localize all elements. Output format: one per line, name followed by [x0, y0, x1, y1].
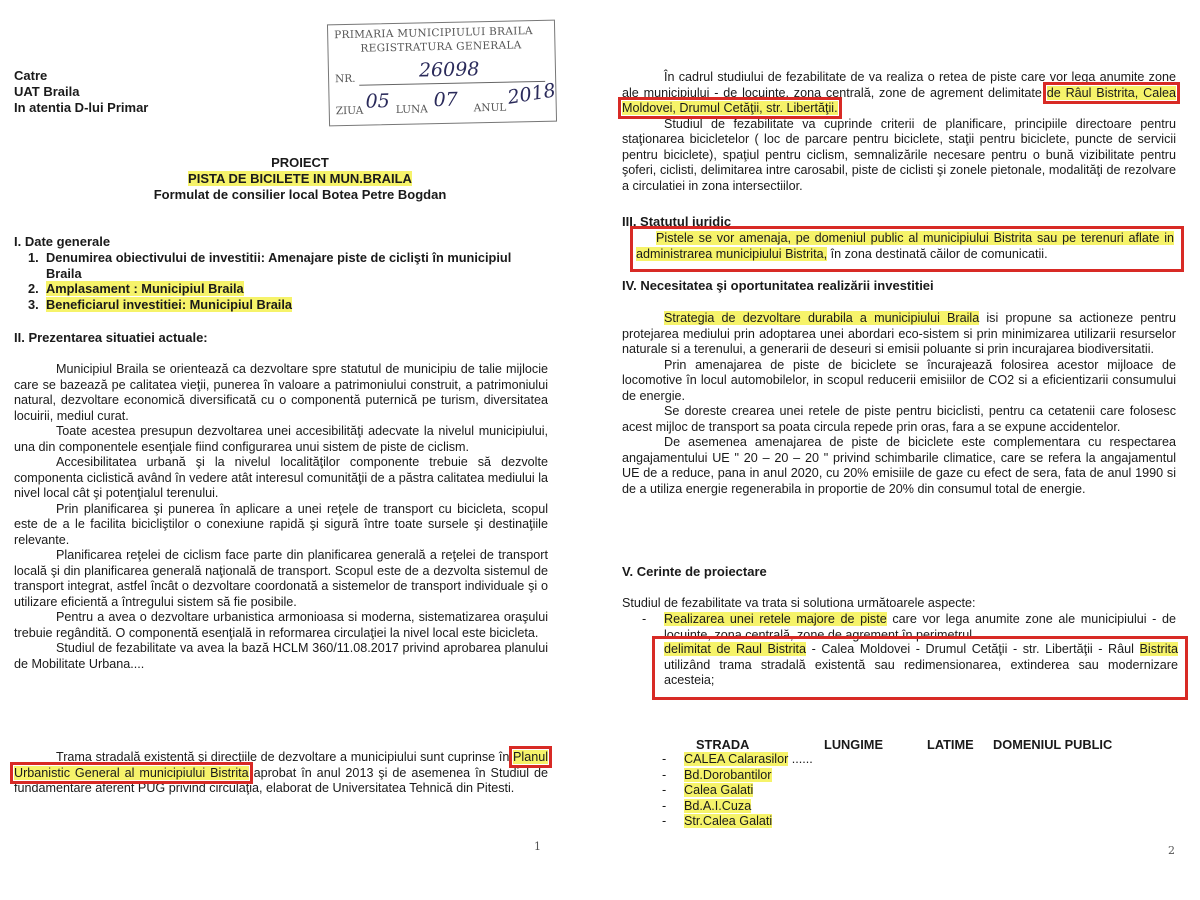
stamp-luna-value: 07	[433, 88, 458, 112]
paragraph: Pistele se vor amenaja, pe domeniul public al municipiului Bistrita sau pe terenuri aflate in administrarea municipiului Bistrita, în zona destinată căilor de comunicatii.	[636, 231, 1174, 261]
addressee-line: Catre	[14, 68, 48, 83]
title-block	[0, 155, 600, 203]
body-text	[14, 362, 548, 672]
table-header-latime: LATIME	[927, 737, 974, 752]
paragraph: Se doreste crearea unei retele de piste pentru biciclisti, pentru ca cetatenii care folosesc acest mijloc de transport sa poata circula repede prin oras, fara a se expune accidentelor.	[622, 404, 1176, 434]
list-item: - Calea Galati	[662, 783, 754, 797]
doc-author: Formulat de consilier local Botea Petre Bogdan	[153, 187, 447, 202]
paragraph: Studiul de fezabilitate va cuprinde criterii de planificare, principiile directoare pentru staţionarea bicicletelor ( loc de parcare pentru biciclete, staţii pentru biciclete, puncte de servicii pentru biciclete), spaţiul pentru ciclism, semnalizările necesare pentru o bună vizibilitate pentru şoferi, ciclisti, delimitarea intre carosabil, piste de ciclisti şi zonele pietonale, modalităţi de rezolvare a circulatiei in zona intersectiilor.	[622, 116, 1176, 193]
body-text	[622, 70, 1176, 194]
registry-stamp	[327, 20, 557, 127]
list-item: - Str.Calea Galati	[662, 814, 773, 828]
highlight-pug: Planul Urbanistic General al municipiului Bistrita	[14, 750, 549, 780]
s5-list	[640, 612, 1176, 643]
paragraph: Prin amenajarea de piste de biciclete se încurajează folosirea acestor mijloace de locomotive în locul automobilelor, in scopul reducerii emisiilor de CO2 si a eficientizarii consumului de energie.	[622, 357, 1176, 403]
section-heading: I. Date generale	[14, 234, 111, 249]
stamp-luna-label: LUNA	[395, 103, 428, 116]
body-text	[622, 311, 1176, 497]
statut-text	[636, 231, 1174, 262]
paragraph: De asemenea amenajarea de piste de biciclete este complementara cu respectarea angajamentului UE " 20 – 20 – 20 " privind schimbarile climatice, care se refera la angajamentul UE de a reduce, pana in anul 2020, cu 20% emisiile de gaze cu efect de sera, fata de anul 1990 si de a utiliza energie regenerabila in proportie de 20% din consumul total de energie.	[622, 435, 1176, 496]
table-header-strada: STRADA	[696, 737, 750, 752]
stamp-anul-label: ANUL	[473, 101, 507, 115]
stamp-line-1: PRIMARIA MUNICIPIULUI BRAILA	[334, 25, 533, 42]
list-item: - Realizarea unei retele majore de piste care vor lega anumite zone ale municipiului - de locuinte, zona centrală, zone de agrement în perimetrul	[642, 612, 1177, 642]
highlight-delimitare: de Râul Bistrita, Calea Moldovei, Drumul Cetăţii, str. Libertăţii.	[622, 85, 1177, 115]
addressee-block	[14, 68, 148, 116]
section-heading: III. Statutul juridic	[622, 214, 732, 229]
page-number: 1	[534, 840, 541, 853]
paragraph: Pentru a avea o dezvoltare urbanistica armonioasa si moderna, sistematizarea oraşului trebuie regândită. O componentă esenţială in reformarea circulaţiei la nivel local este bicicleta.	[14, 610, 548, 640]
stamp-line-2: REGISTRATURA GENERALA	[360, 39, 522, 55]
paragraph: Municipiul Braila se orientează ca dezvoltare spre statutul de municipiu de talie mijlocie care se bazează pe calitatea vieţii, punerea în valoare a patrimoniului construit, a patrimoniului natural, dezvoltare economică diversificată cu o componentă puternică pe turism, diversitatea locuirii, mediul curat.	[14, 362, 548, 423]
body-text-trama	[14, 750, 548, 797]
paragraph: În cadrul studiului de fezabilitate de va realiza o retea de piste care vor lega anumite zone ale municipiului - de locuinte, zona centrală, zone de agrement delimitate de Râul Bistrita, Calea Moldovei, Drumul Cetăţii, str. Libertăţii.	[622, 70, 1177, 115]
list-item: - CALEA Calarasilor ......	[662, 752, 813, 766]
paragraph: Accesibilitatea urbană şi la nivelul localităţilor componente trebuie să dezvolte componenta ciclistică având în vedere atât interesul comunităţii de a păstra calitatea mediului la nivel local cât şi potenţialul terenului.	[14, 455, 548, 500]
stamp-nr-label: NR.	[334, 72, 356, 86]
doc-title: PROIECT	[271, 155, 329, 170]
paragraph: Toate acestea presupun dezvoltarea unei accesibilităţi adecvate la nivelul municipiului, una din componentele esenţiale fiind configurarea unui sistem de piste de ciclism.	[14, 424, 548, 454]
paragraph: Trama stradală existentă şi direcţiile de dezvoltare a municipiului sunt cuprinse în Planul Urbanistic General al municipiului Bistrita aprobat în anul 2013 şi de asemenea în Studiul de fundamentare aferent PUG privind circulaţia, elaborat de Universitatea Tehnică din Pitesti.	[14, 750, 549, 795]
table-header-domeniu: DOMENIUL PUBLIC	[993, 737, 1113, 752]
stamp-anul-value: 2018	[506, 79, 558, 109]
section-heading: V. Cerinte de proiectare	[622, 564, 767, 579]
list-item: - Bd.A.I.Cuza	[662, 798, 752, 813]
list-item: - Bd.Dorobantilor	[662, 767, 772, 782]
addressee-line: In atentia D-lui Primar	[14, 100, 149, 115]
paragraph: Strategia de dezvoltare durabila a municipiului Braila isi propune sa actioneze pentru protejarea mediului prin adoptarea unei abordari eco-sistem si prin minimizarea utilizarii resurselor naturale si a terenului, a generarii de deseuri si emisii poluante si prin incurajarea biodiversitatii.	[622, 311, 1176, 356]
list-item: 3. Beneficiarul investitiei: Municipiul Braila	[28, 296, 293, 312]
section-heading: II. Prezentarea situatiei actuale:	[14, 330, 208, 345]
section-heading: IV. Necesitatea şi oportunitatea realizării investitiei	[622, 278, 934, 293]
general-data-list	[14, 250, 548, 312]
list-item: 2. Amplasament : Municipiul Braila	[28, 281, 244, 296]
stamp-ziua-label: ZIUA	[335, 104, 364, 118]
s5-intro: Studiul de fezabilitate va trata si solutiona următoarele aspecte:	[622, 596, 976, 610]
list-item: 1. Denumirea obiectivului de investitii: Amenajare piste de ciclişti în municipiul Braila	[28, 250, 512, 281]
streets-list	[660, 752, 960, 830]
page-number: 2	[1168, 844, 1175, 857]
stamp-ziua-value: 05	[365, 90, 390, 113]
perimetru-text: delimitat de Raul Bistrita - Calea Moldovei - Drumul Cetăţii - str. Libertăţii - Râul Bistrita utilizând trama stradală existentă sau redimensionarea, extinderea sau modernizare acesteia;	[664, 642, 1179, 687]
paragraph: Planificarea reţelei de ciclism face parte din planificarea generală a reţelei de transport locală şi din planificarea generală naţională de transport. Scopul este de a dezvolta sistemul de transport integrat, astfel încât o dezvoltare coordonată a sistemelor de transport individuale şi o utilizare eficientă a întregului sistem să fie posibile.	[14, 548, 548, 609]
table-header-lungime: LUNGIME	[824, 737, 884, 752]
paragraph: Prin planificarea şi punerea în aplicare a unei reţele de transport cu bicicleta, scopul este de a le facilita bicicliştilor o conexiune rapidă şi sigură între toate sursele şi destinaţiile relevante.	[14, 501, 548, 547]
doc-subtitle: PISTA DE BICILETE IN MUN.BRAILA	[188, 171, 412, 186]
addressee-line: UAT Braila	[14, 84, 80, 99]
page-2	[600, 0, 1200, 900]
paragraph: Studiul de fezabilitate va avea la bază HCLM 360/11.08.2017 privind aprobarea planului de Mobilitate Urbana....	[14, 641, 548, 671]
stamp-nr-value: 26098	[418, 58, 480, 82]
